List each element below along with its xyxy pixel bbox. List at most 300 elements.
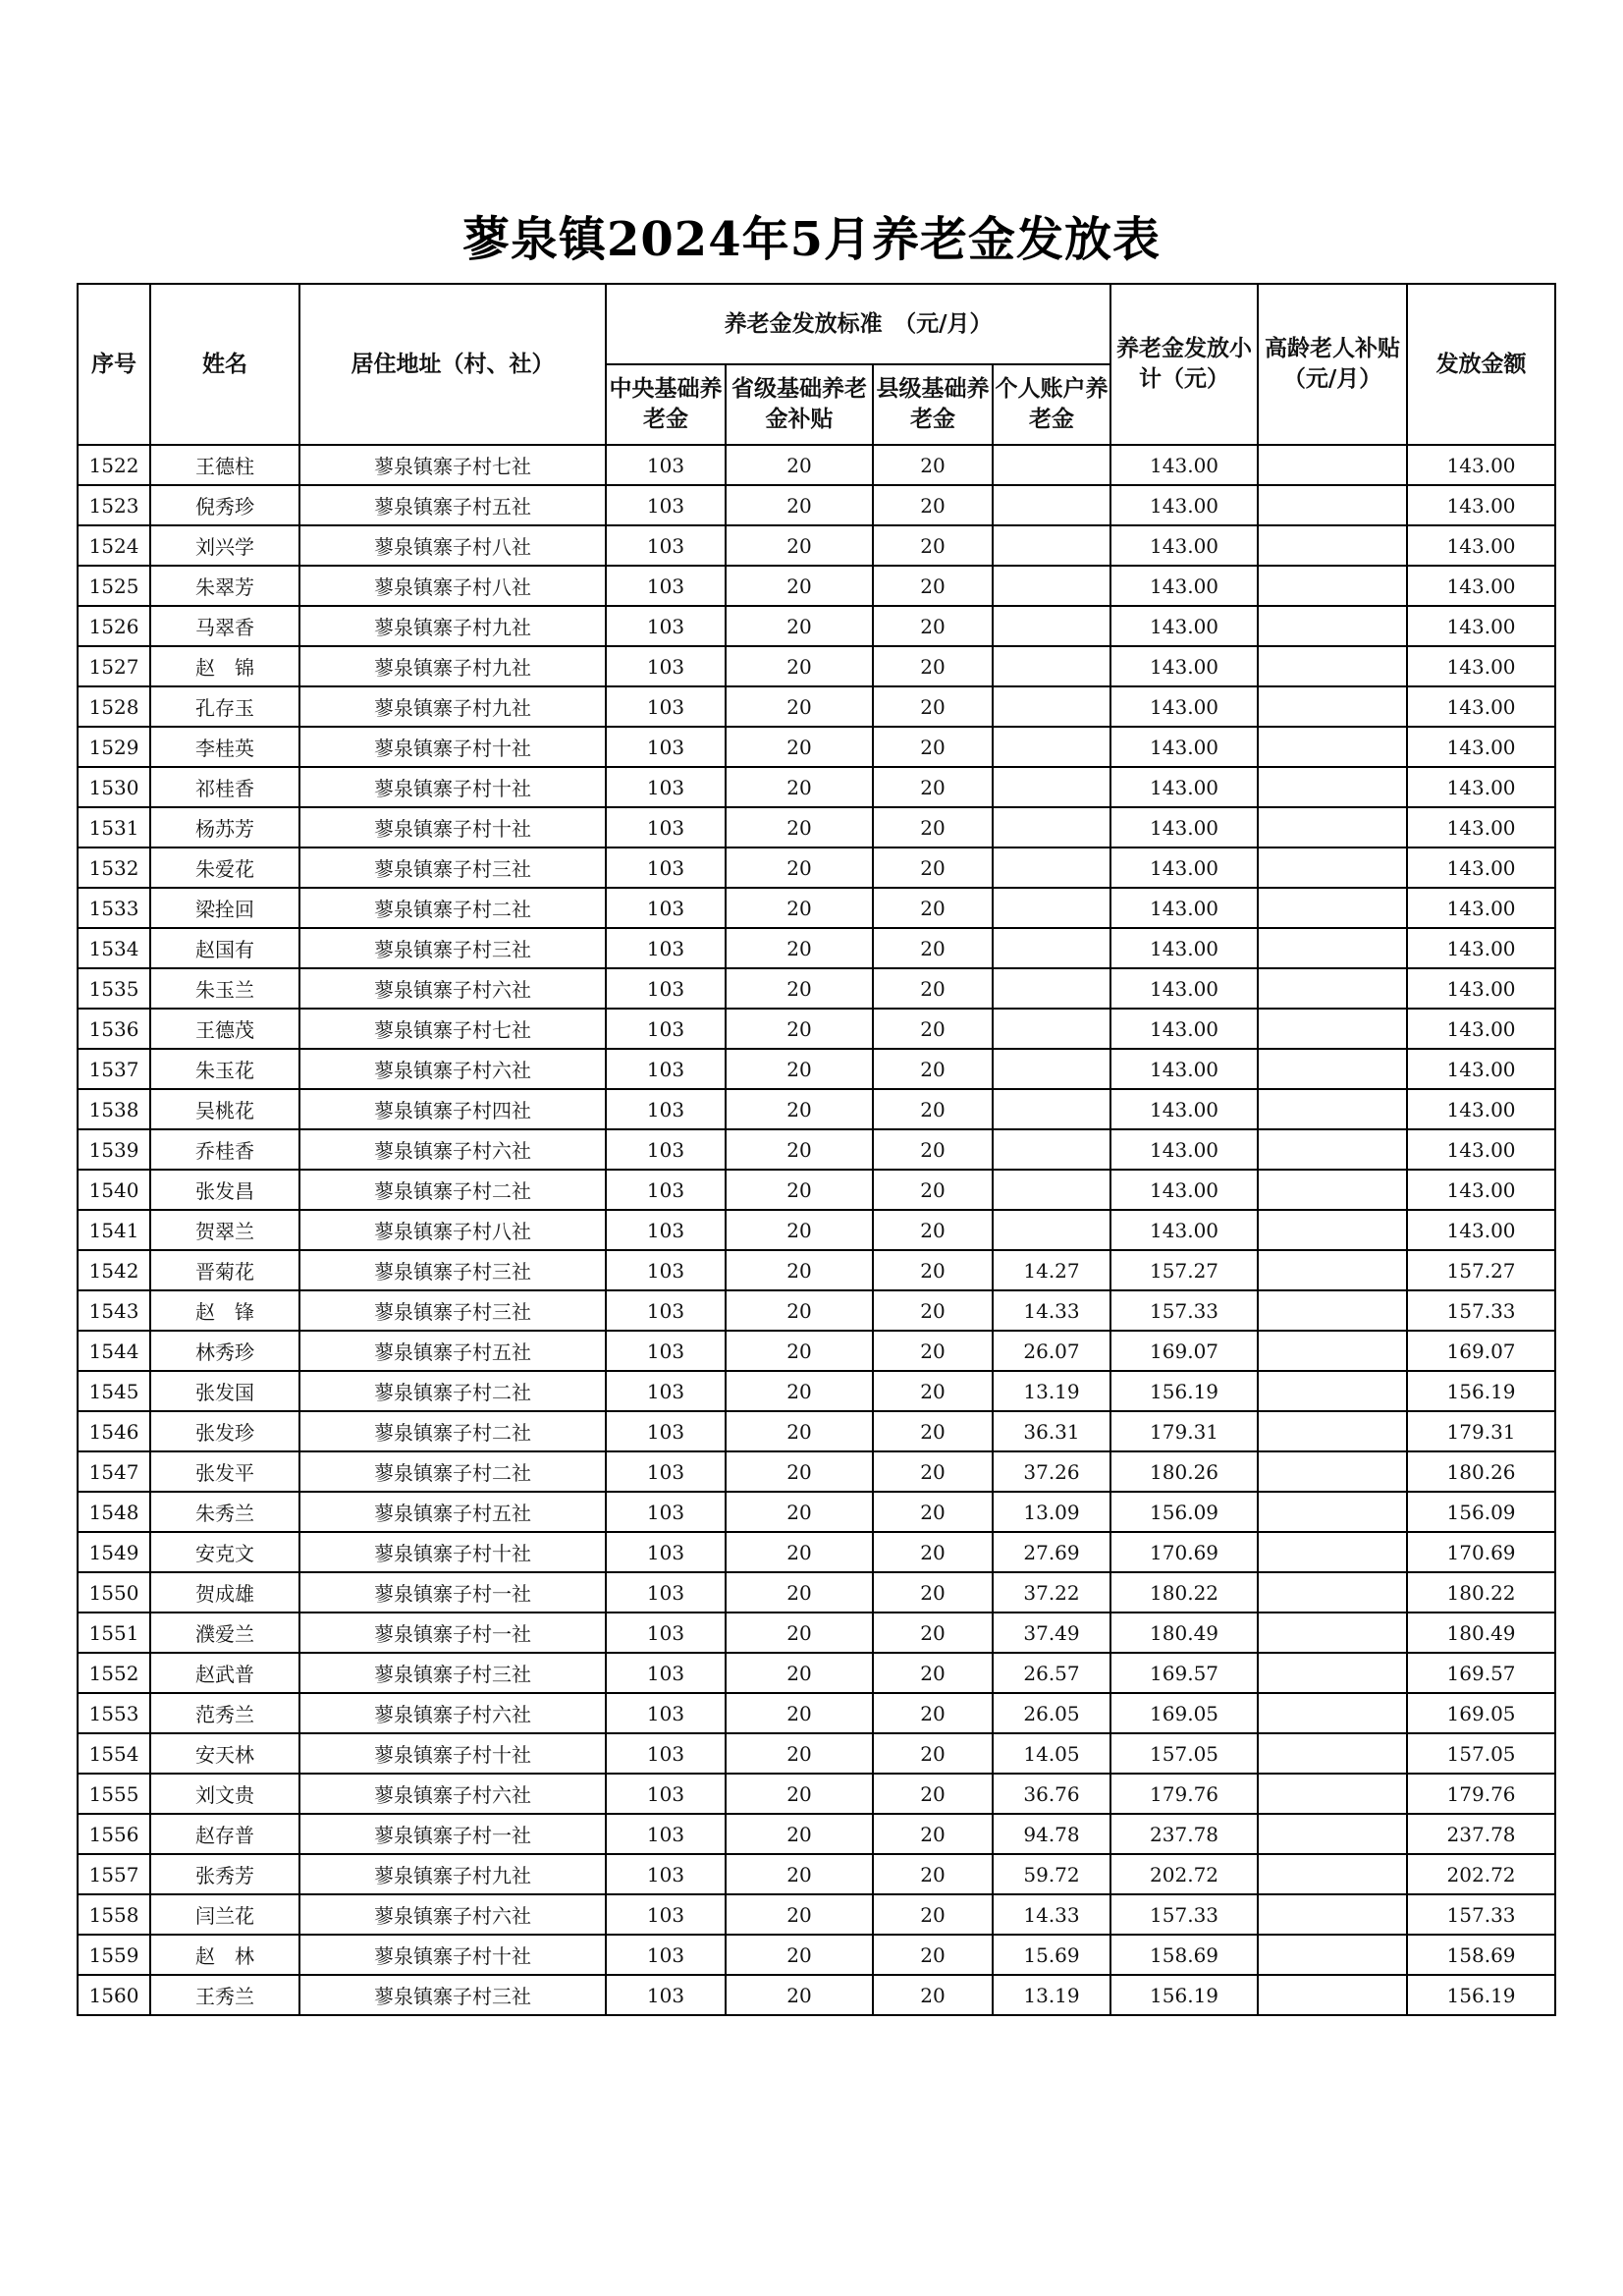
cell-county: 20 xyxy=(873,646,993,686)
cell-name: 闫兰花 xyxy=(150,1894,299,1935)
cell-provincial: 20 xyxy=(726,1774,873,1814)
cell-seq: 1551 xyxy=(78,1613,150,1653)
table-row xyxy=(78,1492,1555,1532)
cell-personal: 37.49 xyxy=(993,1613,1110,1653)
cell-elderly-subsidy xyxy=(1258,1613,1407,1653)
table-row xyxy=(78,888,1555,928)
cell-subtotal: 157.05 xyxy=(1110,1733,1258,1774)
cell-subtotal: 143.00 xyxy=(1110,968,1258,1009)
cell-subtotal: 143.00 xyxy=(1110,445,1258,485)
cell-provincial: 20 xyxy=(726,767,873,807)
table-row xyxy=(78,1693,1555,1733)
cell-elderly-subsidy xyxy=(1258,1733,1407,1774)
cell-address: 蓼泉镇寨子村四社 xyxy=(299,1089,606,1129)
cell-provincial: 20 xyxy=(726,1451,873,1492)
cell-central: 103 xyxy=(606,1049,726,1089)
cell-county: 20 xyxy=(873,928,993,968)
cell-elderly-subsidy xyxy=(1258,1290,1407,1331)
cell-amount: 156.09 xyxy=(1407,1492,1555,1532)
cell-address: 蓼泉镇寨子村三社 xyxy=(299,1250,606,1290)
cell-amount: 156.19 xyxy=(1407,1371,1555,1411)
cell-provincial: 20 xyxy=(726,1653,873,1693)
cell-county: 20 xyxy=(873,1613,993,1653)
cell-amount: 143.00 xyxy=(1407,686,1555,727)
cell-county: 20 xyxy=(873,1653,993,1693)
cell-address: 蓼泉镇寨子村九社 xyxy=(299,1854,606,1894)
cell-county: 20 xyxy=(873,485,993,525)
cell-provincial: 20 xyxy=(726,1613,873,1653)
cell-county: 20 xyxy=(873,1089,993,1129)
cell-central: 103 xyxy=(606,1371,726,1411)
cell-seq: 1528 xyxy=(78,686,150,727)
cell-provincial: 20 xyxy=(726,1250,873,1290)
cell-elderly-subsidy xyxy=(1258,767,1407,807)
cell-personal: 13.19 xyxy=(993,1371,1110,1411)
cell-elderly-subsidy xyxy=(1258,1371,1407,1411)
cell-address: 蓼泉镇寨子村八社 xyxy=(299,525,606,566)
cell-personal xyxy=(993,646,1110,686)
cell-address: 蓼泉镇寨子村三社 xyxy=(299,1975,606,2015)
cell-name: 朱秀兰 xyxy=(150,1492,299,1532)
cell-provincial: 20 xyxy=(726,1532,873,1572)
cell-personal: 36.31 xyxy=(993,1411,1110,1451)
cell-seq: 1544 xyxy=(78,1331,150,1371)
cell-provincial: 20 xyxy=(726,1009,873,1049)
cell-provincial: 20 xyxy=(726,1572,873,1613)
cell-personal xyxy=(993,485,1110,525)
header-address: 居住地址（村、社） xyxy=(299,284,606,445)
cell-name: 范秀兰 xyxy=(150,1693,299,1733)
cell-elderly-subsidy xyxy=(1258,1492,1407,1532)
cell-seq: 1524 xyxy=(78,525,150,566)
cell-amount: 143.00 xyxy=(1407,485,1555,525)
cell-central: 103 xyxy=(606,606,726,646)
cell-personal xyxy=(993,1009,1110,1049)
cell-address: 蓼泉镇寨子村十社 xyxy=(299,767,606,807)
cell-subtotal: 143.00 xyxy=(1110,485,1258,525)
cell-subtotal: 143.00 xyxy=(1110,807,1258,847)
cell-amount: 143.00 xyxy=(1407,1210,1555,1250)
cell-county: 20 xyxy=(873,686,993,727)
cell-subtotal: 143.00 xyxy=(1110,1049,1258,1089)
cell-central: 103 xyxy=(606,566,726,606)
cell-elderly-subsidy xyxy=(1258,1693,1407,1733)
cell-provincial: 20 xyxy=(726,847,873,888)
cell-subtotal: 143.00 xyxy=(1110,1210,1258,1250)
cell-subtotal: 179.76 xyxy=(1110,1774,1258,1814)
cell-personal xyxy=(993,1089,1110,1129)
cell-provincial: 20 xyxy=(726,1129,873,1170)
cell-subtotal: 169.57 xyxy=(1110,1653,1258,1693)
cell-central: 103 xyxy=(606,485,726,525)
cell-name: 祁桂香 xyxy=(150,767,299,807)
cell-address: 蓼泉镇寨子村七社 xyxy=(299,445,606,485)
cell-name: 朱爱花 xyxy=(150,847,299,888)
cell-name: 马翠香 xyxy=(150,606,299,646)
cell-elderly-subsidy xyxy=(1258,1129,1407,1170)
cell-seq: 1555 xyxy=(78,1774,150,1814)
cell-seq: 1531 xyxy=(78,807,150,847)
cell-amount: 143.00 xyxy=(1407,1009,1555,1049)
cell-personal: 26.57 xyxy=(993,1653,1110,1693)
cell-provincial: 20 xyxy=(726,1371,873,1411)
cell-personal: 36.76 xyxy=(993,1774,1110,1814)
cell-elderly-subsidy xyxy=(1258,968,1407,1009)
cell-name: 安克文 xyxy=(150,1532,299,1572)
cell-provincial: 20 xyxy=(726,606,873,646)
cell-address: 蓼泉镇寨子村十社 xyxy=(299,807,606,847)
cell-provincial: 20 xyxy=(726,1894,873,1935)
cell-name: 赵 林 xyxy=(150,1935,299,1975)
table-row xyxy=(78,1935,1555,1975)
cell-seq: 1522 xyxy=(78,445,150,485)
cell-seq: 1534 xyxy=(78,928,150,968)
table-row xyxy=(78,1250,1555,1290)
cell-personal: 27.69 xyxy=(993,1532,1110,1572)
cell-address: 蓼泉镇寨子村三社 xyxy=(299,1653,606,1693)
table-row xyxy=(78,1170,1555,1210)
table-row xyxy=(78,1733,1555,1774)
table-row xyxy=(78,1774,1555,1814)
cell-seq: 1529 xyxy=(78,727,150,767)
cell-central: 103 xyxy=(606,1814,726,1854)
cell-county: 20 xyxy=(873,1492,993,1532)
cell-seq: 1552 xyxy=(78,1653,150,1693)
cell-central: 103 xyxy=(606,847,726,888)
cell-address: 蓼泉镇寨子村六社 xyxy=(299,1049,606,1089)
cell-elderly-subsidy xyxy=(1258,1935,1407,1975)
cell-county: 20 xyxy=(873,1049,993,1089)
page-title: 蓼泉镇2024年5月养老金发放表 xyxy=(462,212,1161,267)
cell-central: 103 xyxy=(606,1854,726,1894)
cell-elderly-subsidy xyxy=(1258,1250,1407,1290)
cell-elderly-subsidy xyxy=(1258,485,1407,525)
cell-subtotal: 156.09 xyxy=(1110,1492,1258,1532)
cell-county: 20 xyxy=(873,1532,993,1572)
cell-provincial: 20 xyxy=(726,1733,873,1774)
cell-central: 103 xyxy=(606,1250,726,1290)
cell-provincial: 20 xyxy=(726,445,873,485)
cell-elderly-subsidy xyxy=(1258,888,1407,928)
cell-central: 103 xyxy=(606,1935,726,1975)
cell-amount: 169.05 xyxy=(1407,1693,1555,1733)
cell-personal xyxy=(993,767,1110,807)
cell-seq: 1530 xyxy=(78,767,150,807)
cell-amount: 237.78 xyxy=(1407,1814,1555,1854)
cell-personal xyxy=(993,888,1110,928)
cell-address: 蓼泉镇寨子村五社 xyxy=(299,1492,606,1532)
cell-seq: 1541 xyxy=(78,1210,150,1250)
table-row xyxy=(78,1975,1555,2015)
table-body xyxy=(78,445,1555,2015)
cell-name: 吴桃花 xyxy=(150,1089,299,1129)
cell-elderly-subsidy xyxy=(1258,566,1407,606)
cell-amount: 169.07 xyxy=(1407,1331,1555,1371)
cell-provincial: 20 xyxy=(726,1975,873,2015)
cell-address: 蓼泉镇寨子村八社 xyxy=(299,566,606,606)
cell-seq: 1539 xyxy=(78,1129,150,1170)
cell-seq: 1532 xyxy=(78,847,150,888)
cell-provincial: 20 xyxy=(726,1935,873,1975)
cell-amount: 179.31 xyxy=(1407,1411,1555,1451)
cell-central: 103 xyxy=(606,928,726,968)
header-personal: 个人账户养老金 xyxy=(993,364,1110,445)
cell-amount: 180.22 xyxy=(1407,1572,1555,1613)
cell-county: 20 xyxy=(873,606,993,646)
cell-elderly-subsidy xyxy=(1258,1451,1407,1492)
table-row xyxy=(78,1331,1555,1371)
cell-amount: 143.00 xyxy=(1407,445,1555,485)
cell-provincial: 20 xyxy=(726,1492,873,1532)
cell-central: 103 xyxy=(606,888,726,928)
cell-name: 乔桂香 xyxy=(150,1129,299,1170)
cell-central: 103 xyxy=(606,1572,726,1613)
cell-provincial: 20 xyxy=(726,525,873,566)
cell-seq: 1533 xyxy=(78,888,150,928)
header-provincial: 省级基础养老金补贴 xyxy=(726,364,873,445)
cell-subtotal: 143.00 xyxy=(1110,646,1258,686)
cell-provincial: 20 xyxy=(726,1693,873,1733)
cell-elderly-subsidy xyxy=(1258,1814,1407,1854)
cell-personal: 13.09 xyxy=(993,1492,1110,1532)
cell-central: 103 xyxy=(606,1733,726,1774)
cell-subtotal: 180.49 xyxy=(1110,1613,1258,1653)
header-subtotal: 养老金发放小计（元） xyxy=(1110,284,1258,445)
cell-seq: 1526 xyxy=(78,606,150,646)
cell-name: 孔存玉 xyxy=(150,686,299,727)
cell-provincial: 20 xyxy=(726,888,873,928)
cell-personal: 14.33 xyxy=(993,1290,1110,1331)
cell-seq: 1536 xyxy=(78,1009,150,1049)
table-row xyxy=(78,968,1555,1009)
cell-elderly-subsidy xyxy=(1258,1572,1407,1613)
cell-central: 103 xyxy=(606,1894,726,1935)
cell-name: 王德柱 xyxy=(150,445,299,485)
cell-county: 20 xyxy=(873,1371,993,1411)
table-row xyxy=(78,1129,1555,1170)
cell-address: 蓼泉镇寨子村三社 xyxy=(299,847,606,888)
cell-name: 林秀珍 xyxy=(150,1331,299,1371)
cell-amount: 158.69 xyxy=(1407,1935,1555,1975)
cell-central: 103 xyxy=(606,525,726,566)
cell-name: 王秀兰 xyxy=(150,1975,299,2015)
cell-personal xyxy=(993,686,1110,727)
cell-county: 20 xyxy=(873,445,993,485)
cell-central: 103 xyxy=(606,1331,726,1371)
cell-provincial: 20 xyxy=(726,1089,873,1129)
cell-name: 张发国 xyxy=(150,1371,299,1411)
cell-elderly-subsidy xyxy=(1258,1774,1407,1814)
cell-personal xyxy=(993,1049,1110,1089)
cell-amount: 143.00 xyxy=(1407,807,1555,847)
cell-subtotal: 157.27 xyxy=(1110,1250,1258,1290)
cell-subtotal: 143.00 xyxy=(1110,606,1258,646)
cell-address: 蓼泉镇寨子村十社 xyxy=(299,1733,606,1774)
cell-address: 蓼泉镇寨子村二社 xyxy=(299,1451,606,1492)
cell-name: 赵国有 xyxy=(150,928,299,968)
cell-central: 103 xyxy=(606,1451,726,1492)
cell-county: 20 xyxy=(873,1129,993,1170)
cell-seq: 1560 xyxy=(78,1975,150,2015)
cell-seq: 1540 xyxy=(78,1170,150,1210)
cell-county: 20 xyxy=(873,1411,993,1451)
cell-central: 103 xyxy=(606,727,726,767)
cell-provincial: 20 xyxy=(726,1814,873,1854)
table-row xyxy=(78,767,1555,807)
cell-personal: 59.72 xyxy=(993,1854,1110,1894)
cell-provincial: 20 xyxy=(726,928,873,968)
cell-seq: 1556 xyxy=(78,1814,150,1854)
table-row xyxy=(78,1049,1555,1089)
cell-elderly-subsidy xyxy=(1258,1975,1407,2015)
header-name: 姓名 xyxy=(150,284,299,445)
cell-subtotal: 143.00 xyxy=(1110,1129,1258,1170)
cell-elderly-subsidy xyxy=(1258,1049,1407,1089)
cell-central: 103 xyxy=(606,1411,726,1451)
cell-elderly-subsidy xyxy=(1258,1532,1407,1572)
cell-central: 103 xyxy=(606,646,726,686)
cell-elderly-subsidy xyxy=(1258,807,1407,847)
cell-amount: 143.00 xyxy=(1407,767,1555,807)
cell-amount: 143.00 xyxy=(1407,847,1555,888)
cell-subtotal: 143.00 xyxy=(1110,686,1258,727)
cell-name: 贺成雄 xyxy=(150,1572,299,1613)
table-row xyxy=(78,606,1555,646)
cell-personal xyxy=(993,1129,1110,1170)
cell-address: 蓼泉镇寨子村一社 xyxy=(299,1572,606,1613)
cell-subtotal: 143.00 xyxy=(1110,767,1258,807)
cell-county: 20 xyxy=(873,1290,993,1331)
cell-name: 贺翠兰 xyxy=(150,1210,299,1250)
cell-provincial: 20 xyxy=(726,1210,873,1250)
cell-elderly-subsidy xyxy=(1258,727,1407,767)
cell-county: 20 xyxy=(873,767,993,807)
table-row xyxy=(78,646,1555,686)
cell-county: 20 xyxy=(873,1935,993,1975)
cell-personal xyxy=(993,727,1110,767)
cell-county: 20 xyxy=(873,1814,993,1854)
cell-amount: 143.00 xyxy=(1407,525,1555,566)
cell-seq: 1527 xyxy=(78,646,150,686)
cell-name: 梁拴回 xyxy=(150,888,299,928)
cell-central: 103 xyxy=(606,1653,726,1693)
cell-name: 安天林 xyxy=(150,1733,299,1774)
cell-elderly-subsidy xyxy=(1258,1170,1407,1210)
table-row xyxy=(78,1371,1555,1411)
cell-subtotal: 143.00 xyxy=(1110,566,1258,606)
cell-subtotal: 143.00 xyxy=(1110,1170,1258,1210)
cell-central: 103 xyxy=(606,686,726,727)
pension-table xyxy=(77,283,1556,2016)
cell-name: 晋菊花 xyxy=(150,1250,299,1290)
cell-amount: 143.00 xyxy=(1407,566,1555,606)
cell-address: 蓼泉镇寨子村二社 xyxy=(299,888,606,928)
table-row xyxy=(78,1210,1555,1250)
cell-amount: 179.76 xyxy=(1407,1774,1555,1814)
cell-address: 蓼泉镇寨子村六社 xyxy=(299,1693,606,1733)
cell-personal xyxy=(993,606,1110,646)
cell-seq: 1550 xyxy=(78,1572,150,1613)
cell-seq: 1543 xyxy=(78,1290,150,1331)
cell-county: 20 xyxy=(873,1774,993,1814)
cell-address: 蓼泉镇寨子村六社 xyxy=(299,1894,606,1935)
cell-central: 103 xyxy=(606,1532,726,1572)
cell-elderly-subsidy xyxy=(1258,606,1407,646)
cell-seq: 1557 xyxy=(78,1854,150,1894)
cell-elderly-subsidy xyxy=(1258,847,1407,888)
cell-county: 20 xyxy=(873,888,993,928)
cell-name: 赵存普 xyxy=(150,1814,299,1854)
cell-address: 蓼泉镇寨子村九社 xyxy=(299,606,606,646)
cell-address: 蓼泉镇寨子村五社 xyxy=(299,1331,606,1371)
cell-address: 蓼泉镇寨子村三社 xyxy=(299,1290,606,1331)
cell-elderly-subsidy xyxy=(1258,1009,1407,1049)
cell-provincial: 20 xyxy=(726,566,873,606)
cell-address: 蓼泉镇寨子村十社 xyxy=(299,727,606,767)
cell-provincial: 20 xyxy=(726,485,873,525)
table-row xyxy=(78,1451,1555,1492)
cell-seq: 1525 xyxy=(78,566,150,606)
cell-address: 蓼泉镇寨子村二社 xyxy=(299,1411,606,1451)
table-row xyxy=(78,1572,1555,1613)
cell-name: 杨苏芳 xyxy=(150,807,299,847)
cell-provincial: 20 xyxy=(726,1170,873,1210)
cell-personal xyxy=(993,847,1110,888)
cell-county: 20 xyxy=(873,807,993,847)
cell-subtotal: 143.00 xyxy=(1110,727,1258,767)
cell-central: 103 xyxy=(606,1975,726,2015)
cell-personal xyxy=(993,968,1110,1009)
cell-provincial: 20 xyxy=(726,807,873,847)
cell-subtotal: 158.69 xyxy=(1110,1935,1258,1975)
cell-personal: 26.07 xyxy=(993,1331,1110,1371)
table-row xyxy=(78,525,1555,566)
cell-subtotal: 143.00 xyxy=(1110,525,1258,566)
cell-seq: 1554 xyxy=(78,1733,150,1774)
cell-elderly-subsidy xyxy=(1258,445,1407,485)
table-row xyxy=(78,445,1555,485)
cell-name: 张秀芳 xyxy=(150,1854,299,1894)
cell-subtotal: 143.00 xyxy=(1110,888,1258,928)
cell-seq: 1553 xyxy=(78,1693,150,1733)
cell-name: 刘兴学 xyxy=(150,525,299,566)
cell-name: 王德茂 xyxy=(150,1009,299,1049)
cell-amount: 157.33 xyxy=(1407,1290,1555,1331)
table-row xyxy=(78,1814,1555,1854)
cell-subtotal: 143.00 xyxy=(1110,1009,1258,1049)
cell-central: 103 xyxy=(606,1492,726,1532)
cell-name: 朱翠芳 xyxy=(150,566,299,606)
table-row xyxy=(78,928,1555,968)
cell-personal xyxy=(993,928,1110,968)
cell-provincial: 20 xyxy=(726,686,873,727)
cell-provincial: 20 xyxy=(726,968,873,1009)
cell-seq: 1523 xyxy=(78,485,150,525)
cell-personal: 26.05 xyxy=(993,1693,1110,1733)
table-row xyxy=(78,1854,1555,1894)
cell-central: 103 xyxy=(606,1170,726,1210)
cell-elderly-subsidy xyxy=(1258,1411,1407,1451)
cell-address: 蓼泉镇寨子村七社 xyxy=(299,1009,606,1049)
cell-name: 赵 锋 xyxy=(150,1290,299,1331)
cell-county: 20 xyxy=(873,1894,993,1935)
cell-provincial: 20 xyxy=(726,1411,873,1451)
cell-provincial: 20 xyxy=(726,1854,873,1894)
cell-county: 20 xyxy=(873,1451,993,1492)
cell-elderly-subsidy xyxy=(1258,1653,1407,1693)
cell-central: 103 xyxy=(606,807,726,847)
cell-provincial: 20 xyxy=(726,1290,873,1331)
